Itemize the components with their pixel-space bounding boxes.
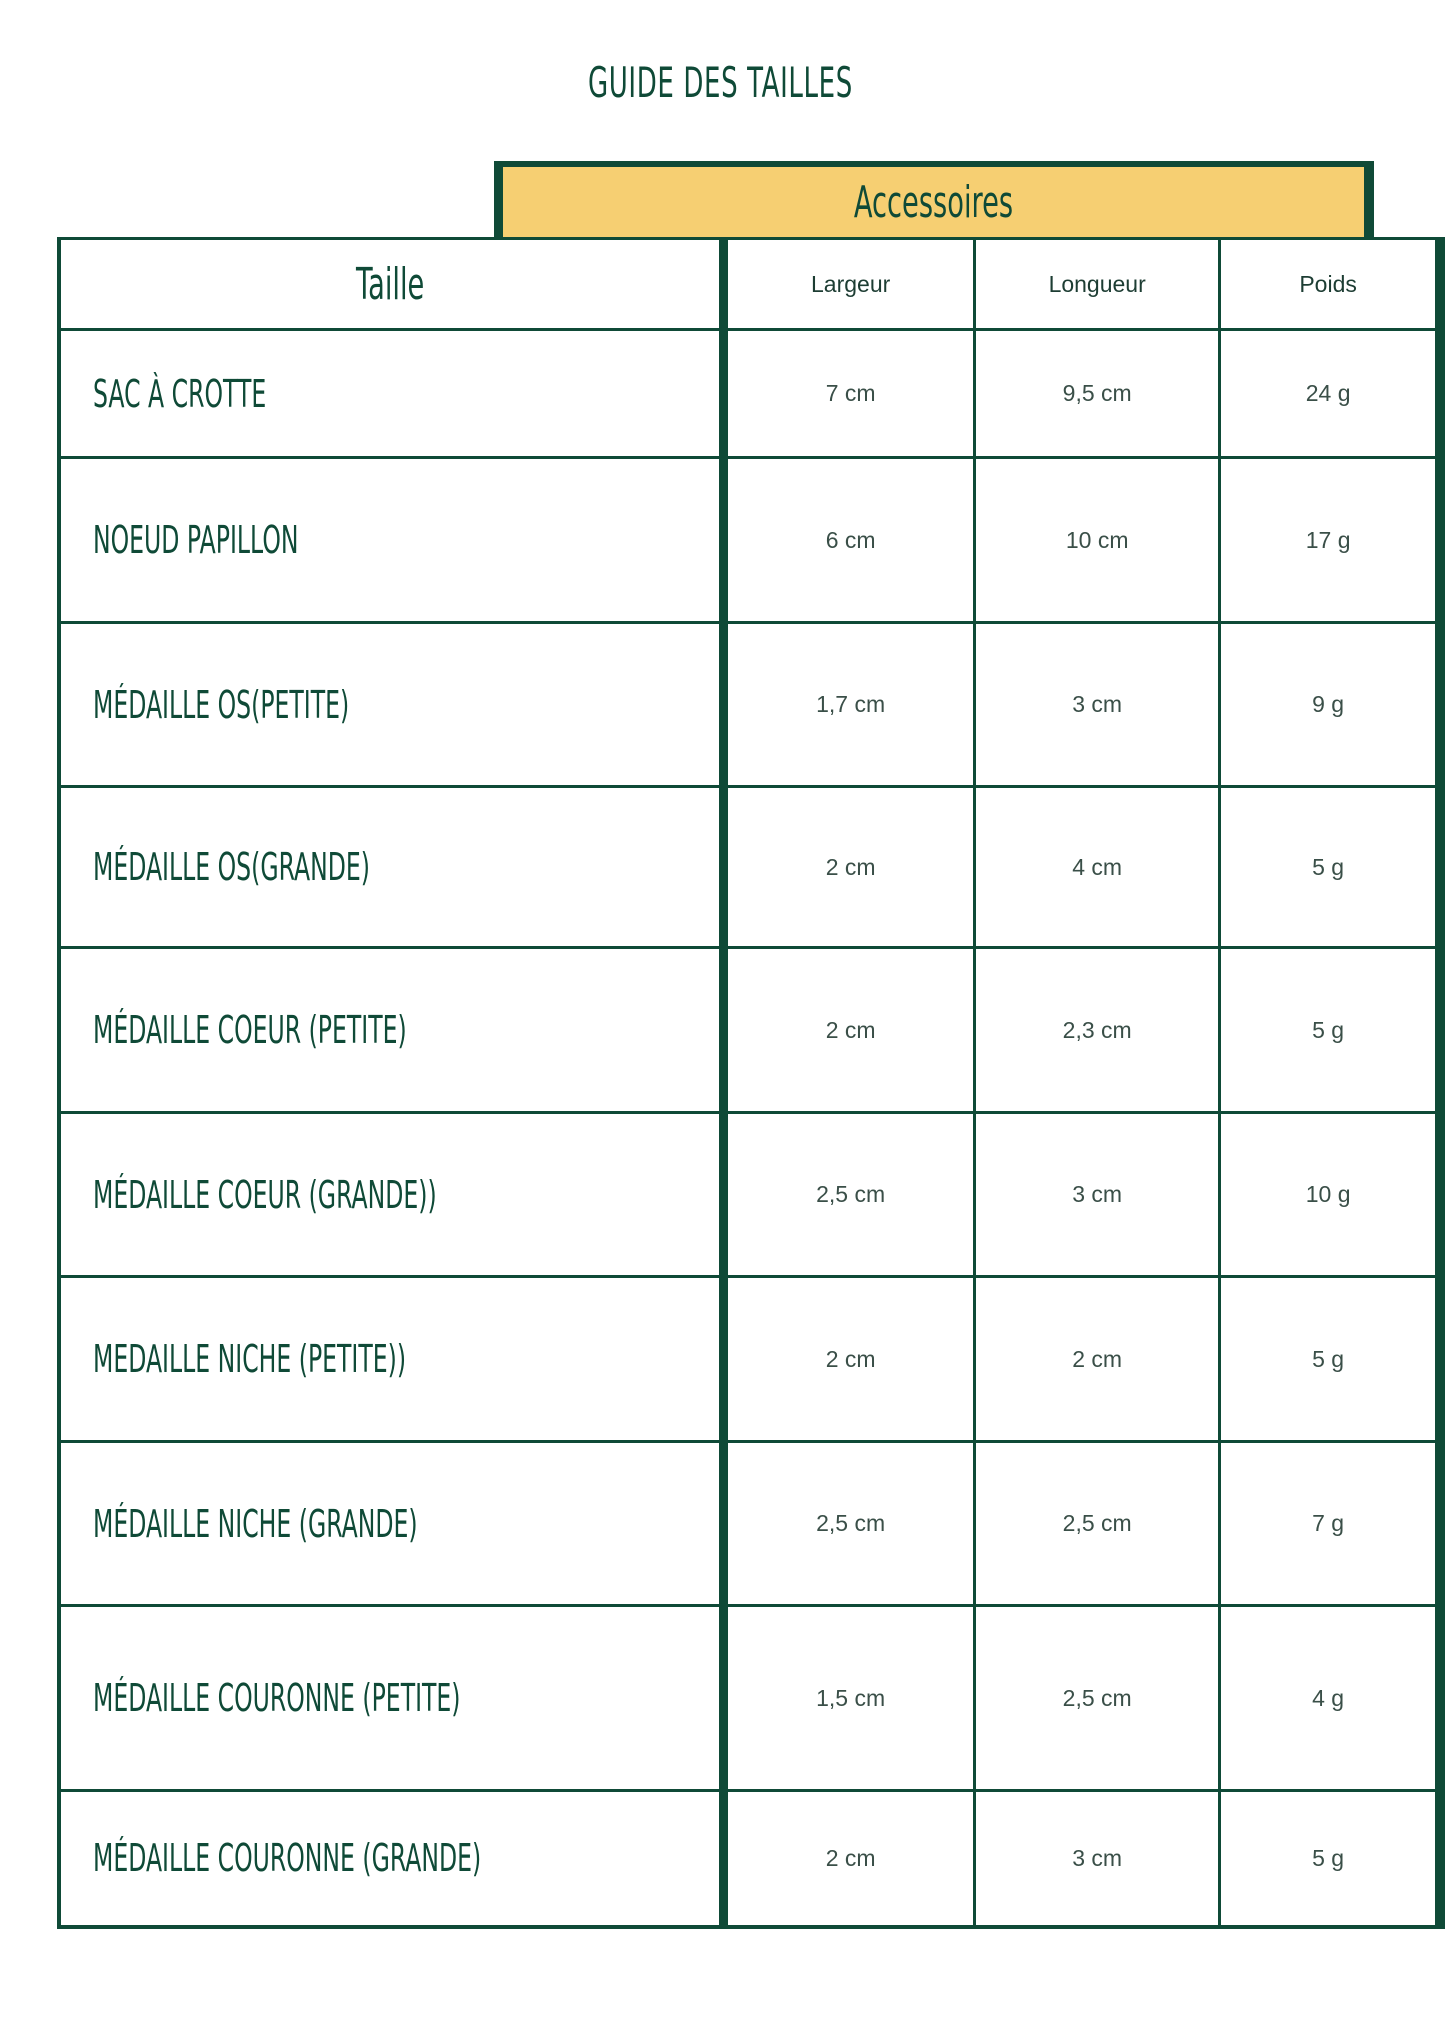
table-row: [59, 1442, 1440, 1606]
cell-poids: 5 g: [1220, 948, 1440, 1113]
row-label: MÉDAILLE COURONNE (PETITE): [59, 1606, 724, 1791]
cell-poids: 4 g: [1220, 1606, 1440, 1791]
header-poids: Poids: [1220, 239, 1440, 330]
header-largeur: Largeur: [724, 239, 975, 330]
row-label: MÉDAILLE COEUR (PETITE): [59, 948, 724, 1113]
cell-longueur: 3 cm: [975, 1791, 1220, 1927]
cell-longueur: 9,5 cm: [975, 330, 1220, 458]
table-row: [59, 1791, 1440, 1927]
cell-longueur: 3 cm: [975, 1113, 1220, 1277]
cell-longueur: 10 cm: [975, 458, 1220, 623]
accessoires-group-header: [494, 161, 1374, 239]
cell-largeur: 2 cm: [724, 948, 975, 1113]
cell-largeur: 7 cm: [724, 330, 975, 458]
table-row: [59, 787, 1440, 948]
cell-longueur: 2,5 cm: [975, 1442, 1220, 1606]
row-label: MEDAILLE NICHE (PETITE)): [59, 1277, 724, 1442]
table-row: [59, 330, 1440, 458]
table-row: [59, 458, 1440, 623]
cell-largeur: 1,7 cm: [724, 623, 975, 787]
cell-largeur: 6 cm: [724, 458, 975, 623]
cell-longueur: 2 cm: [975, 1277, 1220, 1442]
row-label: MÉDAILLE COURONNE (GRANDE): [59, 1791, 724, 1927]
cell-longueur: 4 cm: [975, 787, 1220, 948]
cell-poids: 17 g: [1220, 458, 1440, 623]
table-row: [59, 1606, 1440, 1791]
cell-poids: 5 g: [1220, 787, 1440, 948]
row-label: SAC À CROTTE: [59, 330, 724, 458]
cell-poids: 9 g: [1220, 623, 1440, 787]
row-label: NOEUD PAPILLON: [59, 458, 724, 623]
row-label: MÉDAILLE NICHE (GRANDE): [59, 1442, 724, 1606]
cell-poids: 5 g: [1220, 1791, 1440, 1927]
cell-longueur: 2,3 cm: [975, 948, 1220, 1113]
cell-largeur: 1,5 cm: [724, 1606, 975, 1791]
table-row: [59, 948, 1440, 1113]
table-header-row: [59, 239, 1440, 330]
table-row: [59, 1277, 1440, 1442]
cell-largeur: 2,5 cm: [724, 1442, 975, 1606]
cell-largeur: 2 cm: [724, 787, 975, 948]
cell-largeur: 2 cm: [724, 1277, 975, 1442]
table-row: [59, 623, 1440, 787]
size-table: [57, 237, 1445, 1929]
cell-largeur: 2 cm: [724, 1791, 975, 1927]
header-longueur: Longueur: [975, 239, 1220, 330]
cell-longueur: 2,5 cm: [975, 1606, 1220, 1791]
row-label: MÉDAILLE OS(GRANDE): [59, 787, 724, 948]
page-title: GUIDE DES TAILLES: [587, 58, 853, 107]
cell-longueur: 3 cm: [975, 623, 1220, 787]
cell-poids: 10 g: [1220, 1113, 1440, 1277]
row-label: MÉDAILLE COEUR (GRANDE)): [59, 1113, 724, 1277]
cell-poids: 7 g: [1220, 1442, 1440, 1606]
cell-largeur: 2,5 cm: [724, 1113, 975, 1277]
accessoires-label: Accessoires: [853, 177, 1014, 228]
table-row: [59, 1113, 1440, 1277]
cell-poids: 24 g: [1220, 330, 1440, 458]
header-taille: Taille: [59, 239, 724, 330]
row-label: MÉDAILLE OS(PETITE): [59, 623, 724, 787]
cell-poids: 5 g: [1220, 1277, 1440, 1442]
